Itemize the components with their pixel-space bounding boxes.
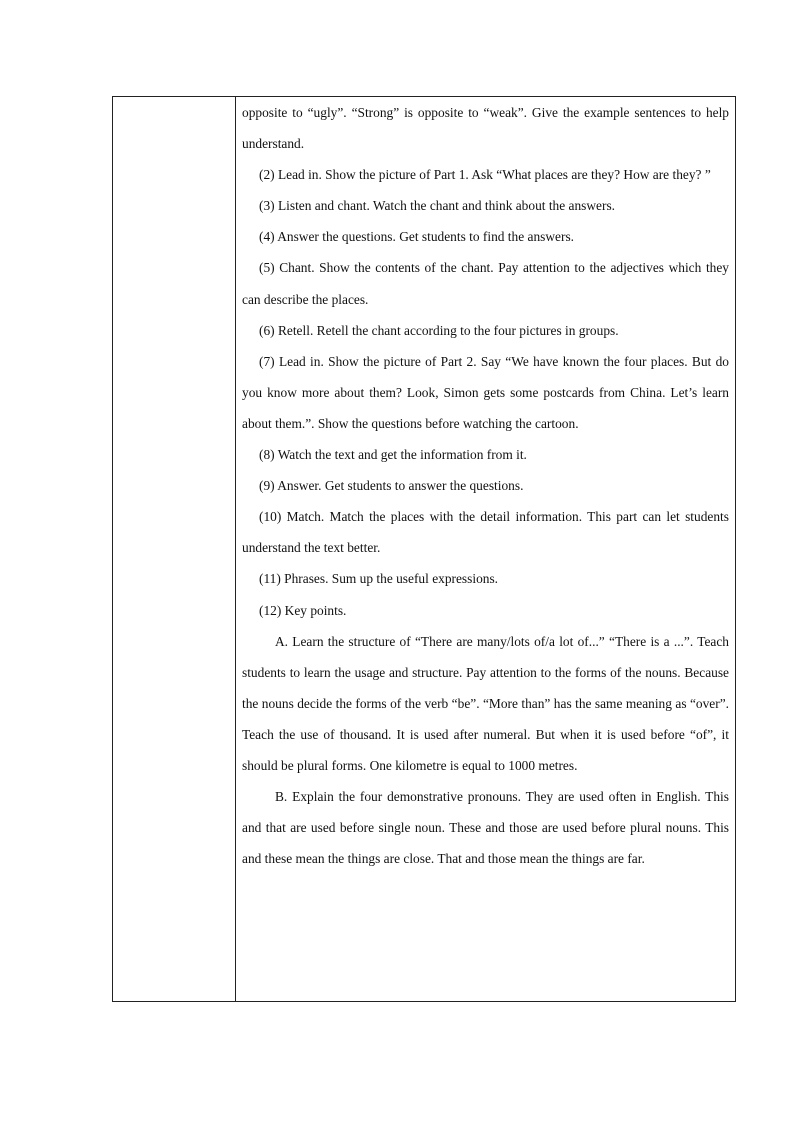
paragraph-step-4-answer: (4) Answer the questions. Get students to find the answers. xyxy=(259,229,574,245)
paragraph-step-11-phrases: (11) Phrases. Sum up the useful expressions. xyxy=(259,571,499,587)
paragraph-step-12-key-points: (12) Key points. xyxy=(259,602,347,618)
paragraph-step-8-watch: (8) Watch the text and get the information from it. xyxy=(259,447,527,463)
table-left-cell xyxy=(113,97,236,1001)
paragraph-key-point-b: B. Explain the four demonstrative pronouns. They are used often in English. This and that are used before single noun. These and those are used before plural nouns. This and these mean the things are close. That and those mean the things are far. xyxy=(242,789,729,867)
paragraph-step-9-answer: (9) Answer. Get students to answer the questions. xyxy=(259,478,524,494)
paragraph-step-3-listen-chant: (3) Listen and chant. Watch the chant and think about the answers. xyxy=(259,198,616,214)
table-content-cell xyxy=(242,97,729,874)
paragraph-key-point-a: A. Learn the structure of “There are many/lots of/a lot of...” “There is a ...”. Teach students to learn the usage and structure. Pay attention to the forms of the nouns. Because the nouns decide the forms of the verb “be”. “More than” has the same meaning as “over”. Teach the use of thousand. It is used after numeral. But when it is used before “of”, it should be plural forms. One kilometre is equal to 1000 metres. xyxy=(242,633,729,773)
paragraph-step-6-retell: (6) Retell. Retell the chant according to the four pictures in groups. xyxy=(259,322,619,338)
paragraph-step-2-lead-in: (2) Lead in. Show the picture of Part 1. Ask “What places are they? How are they? ” xyxy=(259,167,711,183)
lesson-table xyxy=(112,96,736,1002)
paragraph-step-10-match: (10) Match. Match the places with the detail information. This part can let students understand the text better. xyxy=(242,509,729,556)
paragraph-step-5-chant: (5) Chant. Show the contents of the chant. Pay attention to the adjectives which they can describe the places. xyxy=(242,260,729,307)
paragraph-step-7-lead-in: (7) Lead in. Show the picture of Part 2. Say “We have known the four places. But do you know more about them? Look, Simon gets some postcards from China. Let’s learn about them.”. Show the questions before watching the cartoon. xyxy=(242,353,729,431)
paragraph-adjective-opposites: opposite to “ugly”. “Strong” is opposite to “weak”. Give the example sentences to help understand. xyxy=(242,105,729,152)
